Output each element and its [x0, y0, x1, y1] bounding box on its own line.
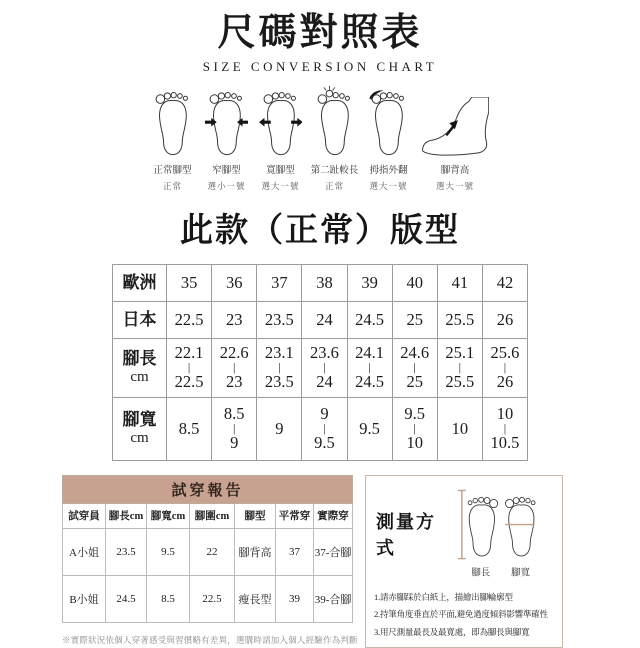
- row-label: 日本: [113, 301, 167, 338]
- fit-report-title-row: [63, 475, 353, 503]
- size-cell: 23.1 | 23.5: [257, 338, 302, 397]
- size-cell: 39: [347, 264, 392, 301]
- size-cell: 23.6 | 24: [302, 338, 347, 397]
- size-cell: 9.5 | 10: [392, 397, 437, 460]
- row-label: 腳長 cm: [113, 338, 167, 397]
- foot-type-long-second-toe: [310, 85, 359, 192]
- disclaimer-note: ※實際狀況依個人穿著感受與習慣略有差異，選購時請加入個人經驗作為判斷: [62, 634, 358, 645]
- foot-narrow-icon: [205, 85, 249, 157]
- size-cell: 41: [437, 264, 482, 301]
- foot-type-advice: 選大一號: [369, 180, 408, 191]
- fit-cell: 8.5: [147, 575, 190, 622]
- size-cell: 9: [257, 397, 302, 460]
- size-cell: 42: [482, 264, 527, 301]
- size-cell: 38: [302, 264, 347, 301]
- size-cell: 36: [212, 264, 257, 301]
- table-row: [113, 397, 528, 460]
- measurement-step: 3.用尺測量最長及最寬處，即為腳長與腳寬: [374, 626, 530, 637]
- size-cell: 25.1 | 25.5: [437, 338, 482, 397]
- fit-report-header-row: [63, 503, 353, 528]
- foot-type-label: 正常腳型: [153, 165, 192, 176]
- size-cell: 8.5 | 9: [212, 397, 257, 460]
- foot-types-row: [0, 85, 640, 192]
- fit-cell: 瘦長型: [235, 575, 276, 622]
- fit-col-header: 實際穿: [314, 503, 353, 528]
- fit-report-column: [62, 475, 358, 646]
- foot-length-label: 腳長: [471, 568, 491, 579]
- fit-cell: 22: [190, 528, 235, 575]
- foot-type-bunion: [364, 85, 413, 192]
- foot-type-normal: [148, 85, 197, 192]
- fit-cell: 39: [276, 575, 314, 622]
- fit-row: [63, 528, 353, 575]
- measurement-title: 測量方式: [376, 511, 436, 558]
- foot-measurement-diagram-icon: [455, 481, 554, 587]
- size-cell: 8.5: [167, 397, 212, 460]
- fit-row: [63, 575, 353, 622]
- fit-cell: 39-合腳: [314, 575, 353, 622]
- size-cell: 22.6 | 23: [212, 338, 257, 397]
- page-subtitle: SIZE CONVERSION CHART: [202, 58, 438, 74]
- section-heading: 此款（正常）版型: [180, 212, 460, 249]
- fit-cell: 37-合腳: [314, 528, 353, 575]
- foot-type-label: 寬腳型: [266, 165, 295, 176]
- size-cell: 40: [392, 264, 437, 301]
- foot-wide-icon: [259, 85, 303, 157]
- foot-type-advice: 正常: [162, 180, 182, 191]
- fit-cell: 9.5: [147, 528, 190, 575]
- foot-type-label: 拇指外翻: [369, 165, 408, 176]
- fit-cell: 37: [276, 528, 314, 575]
- size-cell: 22.1 | 22.5: [167, 338, 212, 397]
- fit-col-header: 平常穿: [276, 503, 314, 528]
- foot-type-label: 第二趾較長: [310, 165, 359, 176]
- foot-type-advice: 選大一號: [261, 180, 300, 191]
- size-cell: 25.6 | 26: [482, 338, 527, 397]
- foot-type-narrow: [202, 85, 251, 192]
- fit-cell: 24.5: [106, 575, 147, 622]
- fit-report-table: [62, 475, 353, 623]
- size-cell: 9.5: [347, 397, 392, 460]
- size-cell: 25: [392, 301, 437, 338]
- foot-type-label: 窄腳型: [212, 165, 241, 176]
- fit-cell: A小姐: [63, 528, 106, 575]
- table-row: [113, 301, 528, 338]
- table-row: [113, 338, 528, 397]
- measurement-steps: [374, 589, 554, 641]
- row-label: 歐洲: [113, 264, 167, 301]
- size-cell: 25.5: [437, 301, 482, 338]
- size-cell: 35: [167, 264, 212, 301]
- bottom-section: [62, 475, 640, 648]
- size-cell: 24.6 | 25: [392, 338, 437, 397]
- fit-cell: B小姐: [63, 575, 106, 622]
- fit-cell: 23.5: [106, 528, 147, 575]
- size-cell: 24.1 | 24.5: [347, 338, 392, 397]
- size-cell: 23.5: [257, 301, 302, 338]
- foot-type-advice: 選大一號: [435, 180, 474, 191]
- row-label: 腳寬 cm: [113, 397, 167, 460]
- foot-long-second-toe-icon: [313, 85, 357, 157]
- fit-col-header: 腳圍cm: [190, 503, 235, 528]
- size-cell: 23: [212, 301, 257, 338]
- size-cell: 10 | 10.5: [482, 397, 527, 460]
- size-cell: 37: [257, 264, 302, 301]
- size-cell: 9 | 9.5: [302, 397, 347, 460]
- foot-width-label: 腳寬: [511, 568, 531, 579]
- measurement-step: 2.持筆角度垂直於平面,避免過度傾斜影響準確性: [374, 609, 548, 620]
- size-cell: 10: [437, 397, 482, 460]
- table-row: [113, 264, 528, 301]
- foot-type-label: 腳背高: [440, 165, 470, 176]
- foot-type-wide: [256, 85, 305, 192]
- header: [0, 0, 640, 75]
- fit-col-header: 試穿員: [63, 503, 106, 528]
- measurement-box: [365, 475, 563, 648]
- page-title: 尺碼對照表: [217, 12, 423, 54]
- size-conversion-table: [112, 264, 528, 461]
- size-cell: 22.5: [167, 301, 212, 338]
- foot-high-instep-icon: [421, 97, 489, 157]
- fit-col-header: 腳寬cm: [147, 503, 190, 528]
- size-cell: 24.5: [347, 301, 392, 338]
- foot-normal-icon: [151, 85, 195, 157]
- fit-report-title: 試穿報告: [63, 475, 353, 503]
- foot-type-advice: 選小一號: [207, 180, 246, 191]
- fit-cell: 腳背高: [235, 528, 276, 575]
- foot-type-high-instep: [418, 85, 492, 192]
- fit-col-header: 腳型: [235, 503, 276, 528]
- fit-col-header: 腳長cm: [106, 503, 147, 528]
- size-cell: 24: [302, 301, 347, 338]
- fit-cell: 22.5: [190, 575, 235, 622]
- foot-type-advice: 正常: [324, 180, 344, 191]
- foot-bunion-icon: [367, 85, 411, 157]
- size-cell: 26: [482, 301, 527, 338]
- measurement-step: 1.請赤腳踩於白紙上，描繪出腳輪廓型: [374, 591, 513, 602]
